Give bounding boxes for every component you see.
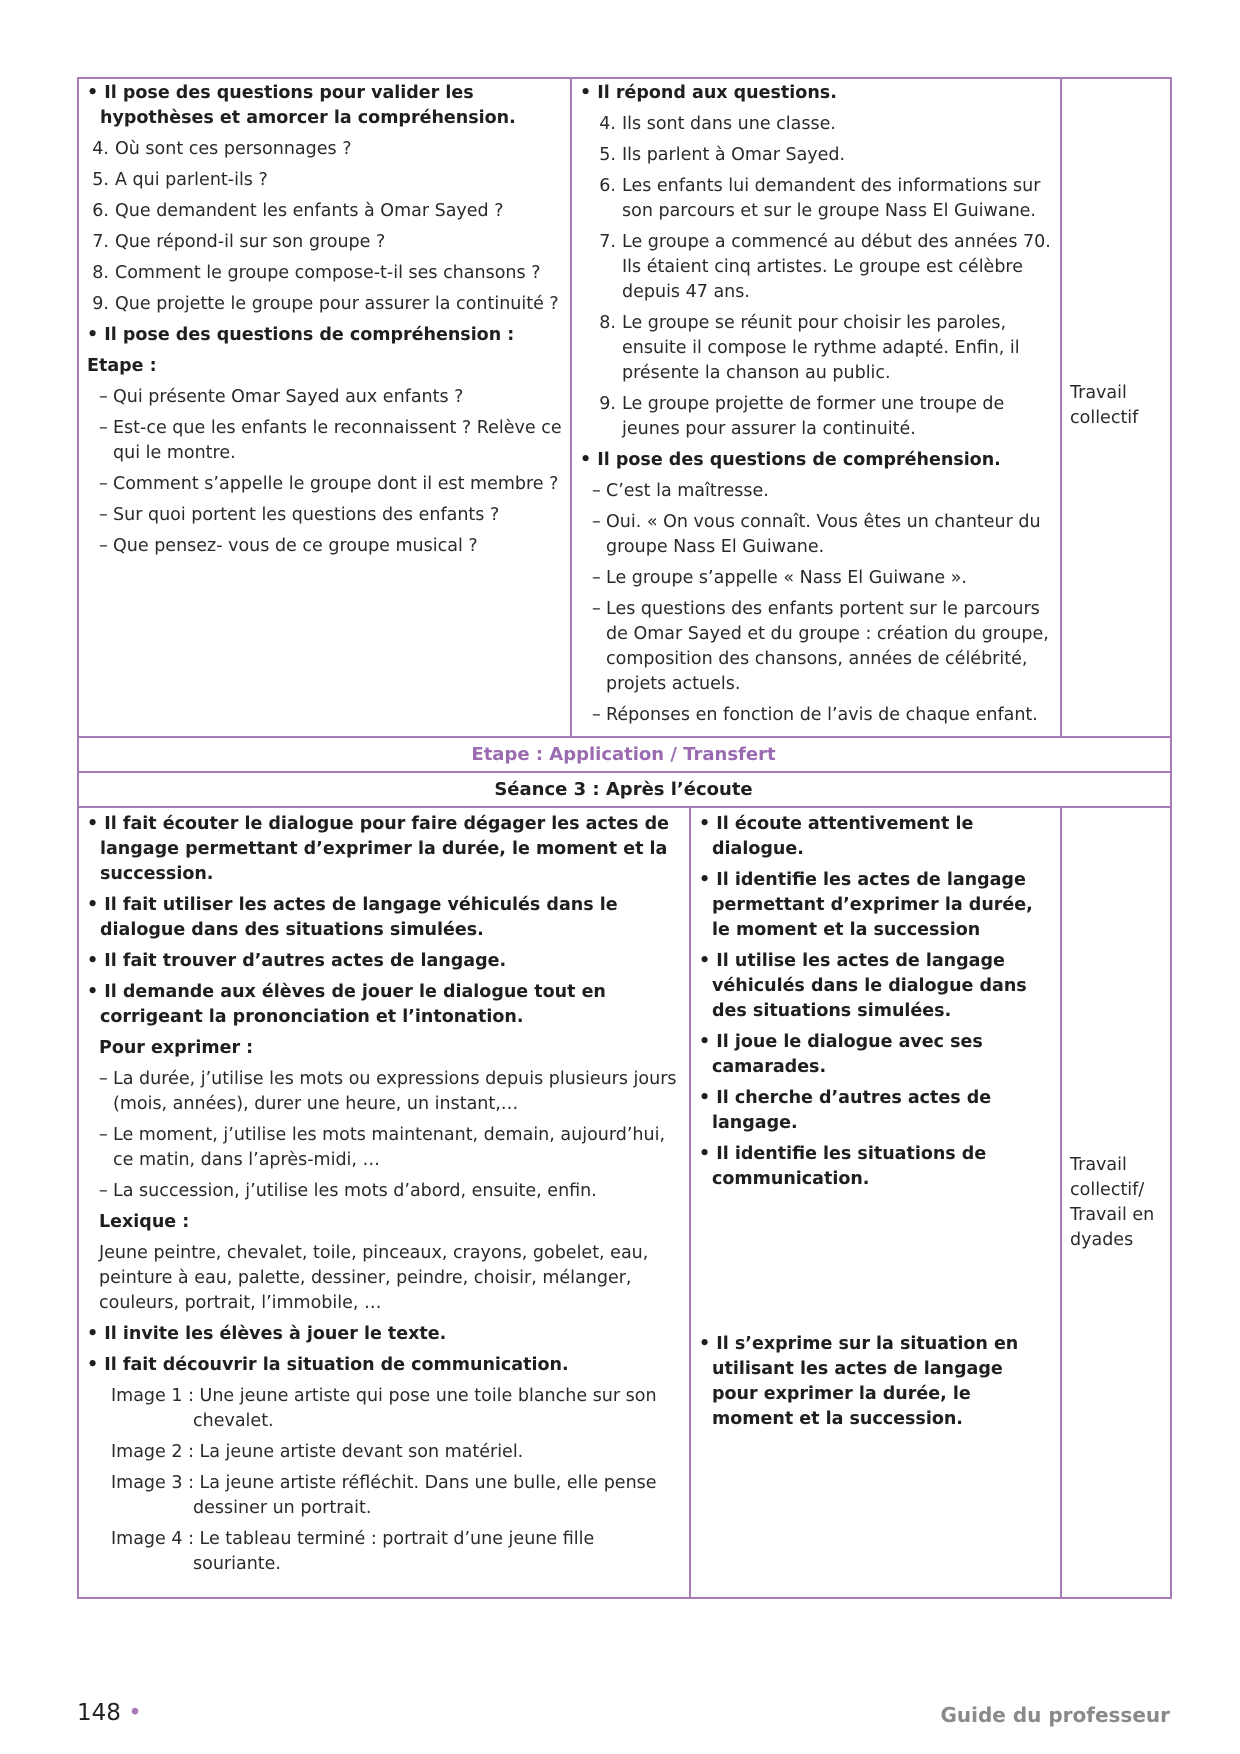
learner-intro: • Il répond aux questions. xyxy=(580,81,1052,106)
answer-item: 4. Ils sont dans une classe. xyxy=(599,114,836,134)
comp-answer: – Réponses en fonction de l’avis de chaque enfant. xyxy=(580,703,1052,728)
modality-cell-1 xyxy=(1070,381,1165,431)
lexique-title: Lexique : xyxy=(99,1212,190,1232)
modality-text: Travail collectif/ Travail en dyades xyxy=(1070,1155,1155,1250)
teacher-bullet: • Il fait découvrir la situation de communication. xyxy=(87,1353,682,1378)
divider xyxy=(77,771,1172,773)
divider xyxy=(689,806,691,1599)
learner-comp-title: • Il pose des questions de compréhension. xyxy=(580,448,1052,473)
comp-answer: – Le groupe s’appelle « Nass El Guiwane ». xyxy=(580,566,1052,591)
teacher-bullet: • Il demande aux élèves de jouer le dialogue tout en corrigeant la prononciation et l’intonation. xyxy=(87,980,682,1030)
image-description: Image 3 : La jeune artiste réfléchit. Dans une bulle, elle pense dessiner un portrait. xyxy=(111,1473,657,1518)
comp-question: – Comment s’appelle le groupe dont il est membre ? xyxy=(87,472,562,497)
teacher-bullet: • Il fait utiliser les actes de langage véhiculés dans le dialogue dans des situations simulées. xyxy=(87,893,682,943)
learner-cell-situation xyxy=(699,1332,1054,1438)
answer-item: 8. Le groupe se réunit pour choisir les paroles, ensuite il compose le rythme adapté. Enfin, il présente la chanson au public. xyxy=(599,313,1020,383)
answer-item: 9. Le groupe projette de former une troupe de jeunes pour assurer la continuité. xyxy=(599,394,1005,439)
image-description: Image 2 : La jeune artiste devant son matériel. xyxy=(111,1442,524,1462)
etape-band: Etape : Application / Transfert xyxy=(471,744,776,765)
learner-cell-application xyxy=(699,812,1054,1198)
teacher-cell-application xyxy=(87,812,682,1583)
page-number xyxy=(77,1700,142,1726)
divider xyxy=(1060,77,1062,737)
question-item: 6. Que demandent les enfants à Omar Sayed ? xyxy=(92,201,504,221)
express-item: – Le moment, j’utilise les mots maintenant, demain, aujourd’hui, ce matin, dans l’après-midi, … xyxy=(87,1123,682,1173)
divider xyxy=(77,806,1172,808)
learner-bullet: • Il écoute attentivement le dialogue. xyxy=(699,812,1054,862)
comp-question: – Que pensez- vous de ce groupe musical ? xyxy=(87,534,562,559)
comp-title: • Il pose des questions de compréhension : xyxy=(87,323,562,348)
image-description: Image 1 : Une jeune artiste qui pose une toile blanche sur son chevalet. xyxy=(111,1386,657,1431)
comp-question: – Qui présente Omar Sayed aux enfants ? xyxy=(87,385,562,410)
question-item: 5. A qui parlent-ils ? xyxy=(92,170,268,190)
seance-band: Séance 3 : Après l’écoute xyxy=(494,779,753,800)
teacher-bullet: • Il fait trouver d’autres actes de langage. xyxy=(87,949,682,974)
express-item: – La durée, j’utilise les mots ou expressions depuis plusieurs jours (mois, années), durer une heure, un instant,… xyxy=(87,1067,682,1117)
comp-question: – Sur quoi portent les questions des enfants ? xyxy=(87,503,562,528)
teacher-bullet: • Il invite les élèves à jouer le texte. xyxy=(87,1322,682,1347)
answer-item: 7. Le groupe a commencé au début des années 70. Ils étaient cinq artistes. Le groupe est célèbre depuis 47 ans. xyxy=(599,232,1051,302)
modality-text: Travail collectif xyxy=(1070,383,1139,428)
question-item: 7. Que répond-il sur son groupe ? xyxy=(92,232,386,252)
learner-bullet: • Il joue le dialogue avec ses camarades. xyxy=(699,1030,1054,1080)
answer-item: 6. Les enfants lui demandent des informations sur son parcours et sur le groupe Nass El Guiwane. xyxy=(599,176,1041,221)
teacher-bullet: • Il fait écouter le dialogue pour faire dégager les actes de langage permettant d’exprimer la durée, le moment et la succession. xyxy=(87,812,682,887)
learner-bullet: • Il cherche d’autres actes de langage. xyxy=(699,1086,1054,1136)
learner-bullet-situation: • Il s’exprime sur la situation en utilisant les actes de langage pour exprimer la durée, le moment et la succession. xyxy=(699,1332,1054,1432)
express-item: – La succession, j’utilise les mots d’abord, ensuite, enfin. xyxy=(87,1179,682,1204)
divider xyxy=(570,77,572,737)
comp-answer: – Les questions des enfants portent sur le parcours de Omar Sayed et du groupe : création du groupe, composition des chansons, années de célébrité, projets actuels. xyxy=(580,597,1052,697)
comp-answer: – Oui. « On vous connaît. Vous êtes un chanteur du groupe Nass El Guiwane. xyxy=(580,510,1052,560)
comp-question: – Est-ce que les enfants le reconnaissent ? Relève ce qui le montre. xyxy=(87,416,562,466)
page-dot: • xyxy=(128,1700,142,1726)
divider xyxy=(77,736,1172,738)
learner-bullet: • Il identifie les situations de communication. xyxy=(699,1142,1054,1192)
modality-cell-2 xyxy=(1070,1153,1165,1253)
image-description: Image 4 : Le tableau terminé : portrait d’une jeune fille souriante. xyxy=(111,1529,595,1574)
lexique-text: Jeune peintre, chevalet, toile, pinceaux, crayons, gobelet, eau, peinture à eau, palette, dessiner, peindre, choisir, mélanger, couleurs, portrait, l’immobile, … xyxy=(99,1243,649,1313)
teacher-cell-comprehension xyxy=(87,81,562,565)
answer-item: 5. Ils parlent à Omar Sayed. xyxy=(599,145,846,165)
page-number-text: 148 xyxy=(77,1700,121,1726)
etape-label: Etape : xyxy=(87,356,157,376)
express-title: Pour exprimer : xyxy=(99,1038,254,1058)
learner-cell-answers xyxy=(580,81,1052,734)
guide-title: Guide du professeur xyxy=(940,1703,1170,1727)
comp-answer: – C’est la maîtresse. xyxy=(580,479,1052,504)
learner-bullet: • Il utilise les actes de langage véhiculés dans le dialogue dans des situations simulées. xyxy=(699,949,1054,1024)
divider xyxy=(1060,806,1062,1599)
learner-bullet: • Il identifie les actes de langage permettant d’exprimer la durée, le moment et la succession xyxy=(699,868,1054,943)
question-item: 9. Que projette le groupe pour assurer la continuité ? xyxy=(92,294,559,314)
question-item: 4. Où sont ces personnages ? xyxy=(92,139,352,159)
question-item: 8. Comment le groupe compose-t-il ses chansons ? xyxy=(92,263,541,283)
teacher-intro: • Il pose des questions pour valider les hypothèses et amorcer la compréhension. xyxy=(87,81,562,131)
